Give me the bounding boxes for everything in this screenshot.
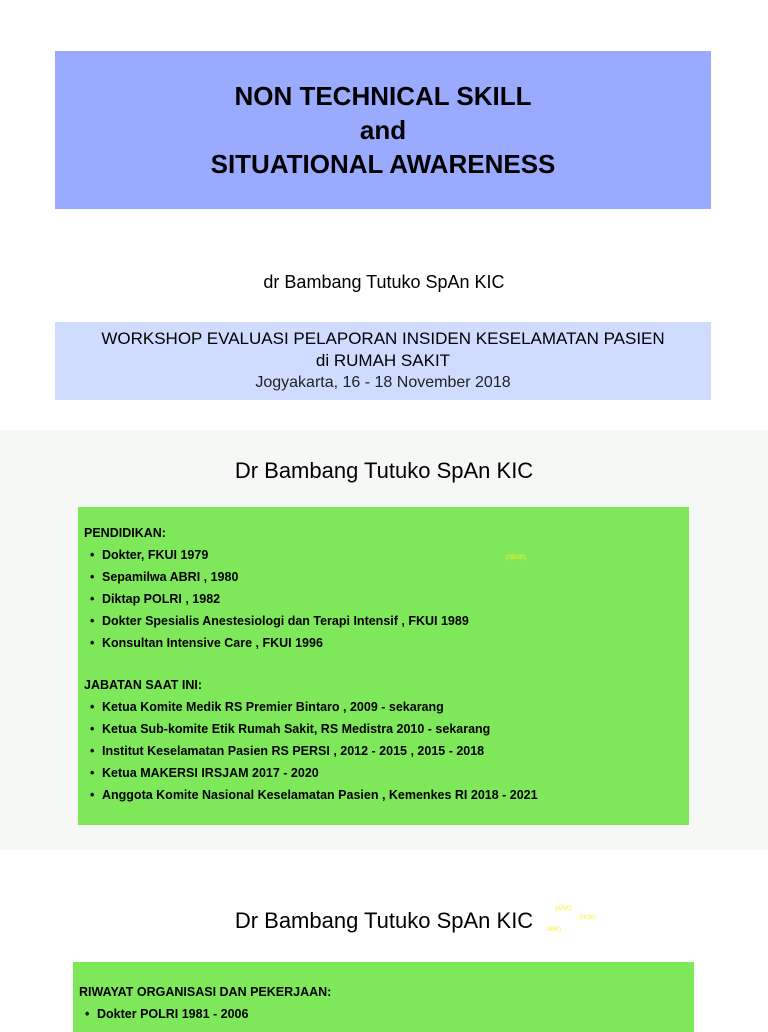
jabatan-heading: JABATAN SAAT INI: [84,678,203,692]
bullet-icon: • [90,766,95,780]
slide-2-title: Dr Bambang Tutuko SpAn KIC [234,458,534,483]
slide-3 [0,856,768,1024]
list-item: • Dokter Spesialis Anestesiologi dan Terapi Intensif , FKUI 1989 [84,610,689,632]
riwayat-box [73,962,694,1032]
bullet-icon: • [85,1007,90,1021]
riwayat-list [79,1003,694,1025]
list-item: • Ketua Komite Medik RS Premier Bintaro , 2009 - sekarang [84,696,689,718]
bullet-icon: • [90,592,95,606]
slide-3-title: Dr Bambang Tutuko SpAn KIC [234,908,534,933]
list-item: • Ketua MAKERSI IRSJAM 2017 - 2020 [84,762,689,784]
author-name: dr Bambang Tutuko SpAn KIC [263,272,505,292]
riwayat-heading: RIWAYAT ORGANISASI DAN PEKERJAAN: [79,985,332,999]
tiny-note-3: SBK) [547,927,562,933]
tiny-note-1: (ARK) [555,906,572,912]
title-box [55,51,711,209]
list-item: • Sepamilwa ABRI , 1980 [84,566,689,588]
title-line-2: and [359,115,407,145]
workshop-box [55,322,711,400]
bullet-icon: • [90,744,95,758]
jabatan-list [84,696,689,806]
profile-box [78,507,689,825]
pendidikan-list [84,544,689,654]
title-line-3: SITUATIONAL AWARENESS [210,149,556,179]
bullet-icon: • [90,636,95,650]
list-item: • Konsultan Intensive Care , FKUI 1996 [84,632,689,654]
tiny-note-2: (HGK) [579,915,596,921]
bullet-icon: • [90,548,95,562]
slide-1 [0,0,768,424]
workshop-date: Jogyakarta, 16 - 18 November 2018 [255,374,511,391]
list-item: • Dokter POLRI 1981 - 2006 [79,1003,694,1025]
list-item: • Dokter, FKUI 1979 [84,544,689,566]
pendidikan-heading: PENDIDIKAN: [84,526,166,540]
bullet-icon: • [90,700,95,714]
title-line-1: NON TECHNICAL SKILL [234,81,532,111]
list-item: • Institut Keselamatan Pasien RS PERSI , 2012 - 2015 , 2015 - 2018 [84,740,689,762]
workshop-line-2: di RUMAH SAKIT [315,351,451,370]
workshop-line-1: WORKSHOP EVALUASI PELAPORAN INSIDEN KESELAMATAN PASIEN [101,329,665,348]
tiny-note: (SBAB) [506,555,527,561]
list-item: • Ketua Sub-komite Etik Rumah Sakit, RS Medistra 2010 - sekarang [84,718,689,740]
bullet-icon: • [90,570,95,584]
list-item: • Anggota Komite Nasional Keselamatan Pasien , Kemenkes RI 2018 - 2021 [84,784,689,806]
bullet-icon: • [90,614,95,628]
bullet-icon: • [90,722,95,736]
bullet-icon: • [90,788,95,802]
list-item: • Diktap POLRI , 1982 [84,588,689,610]
slide-2 [0,430,768,850]
